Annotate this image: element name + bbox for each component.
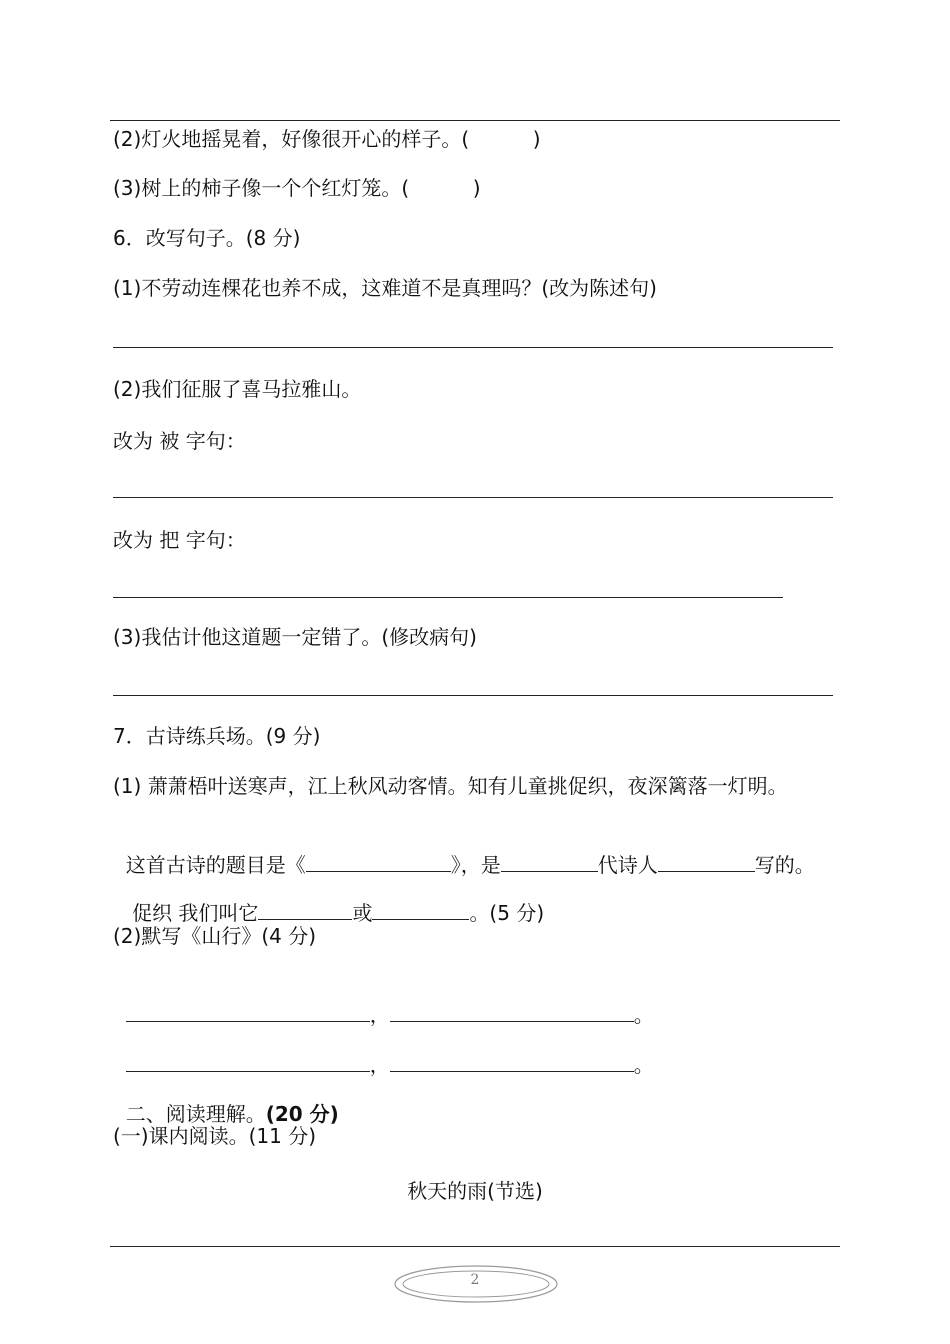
blank-poem-title[interactable] [306,851,451,872]
blank-name-1[interactable] [258,899,352,920]
blank-name-2[interactable] [372,899,469,920]
question-6-2-passive: 改为 被 字句： [113,429,246,453]
blank-poem-line[interactable] [390,1001,634,1022]
question-6-2: (2)我们征服了喜马拉雅山。 [113,377,362,401]
question-7-1-cricket-line: 促织 我们叫它 或 。(5 分) [125,901,545,925]
blank-poet[interactable] [658,851,755,872]
question-5-2: (2)灯火地摇晃着，好像很开心的样子。( ) [113,127,541,151]
passage-title: 秋天的雨(节选) [407,1179,543,1203]
question-6-heading: 6．改写句子。(8 分) [113,226,301,250]
question-6-2-ba: 改为 把 字句： [113,528,246,552]
question-7-2: (2)默写《山行》(4 分) [113,924,317,948]
footer-rule [110,1246,840,1247]
poem-line-1: ， 。 [113,975,654,1028]
question-5-3: (3)树上的柿子像一个个红灯笼。( ) [113,176,481,200]
answer-line [113,347,833,348]
question-7-1-title-line: 这首古诗的题目是《 》，是 代诗人 写的。 [125,853,815,877]
subsection-1-heading: (一)课内阅读。(11 分) [113,1124,317,1148]
poem-line-2: ， 。 [113,1025,654,1078]
question-7-1-poem: (1) 萧萧梧叶送寒声，江上秋风动客情。知有儿童挑促织，夜深篱落一灯明。 [113,774,788,798]
section-2-heading: 二、阅读理解。(20 分) [125,1102,339,1126]
page-number: 2 [470,1272,480,1288]
blank-poem-line[interactable] [126,1051,370,1072]
question-7-heading: 7．古诗练兵场。(9 分) [113,724,321,748]
blank-poem-line[interactable] [390,1051,634,1072]
header-rule [110,120,840,121]
blank-poem-line[interactable] [126,1001,370,1022]
answer-line [113,597,783,598]
blank-dynasty[interactable] [501,851,598,872]
question-6-3: (3)我估计他这道题一定错了。(修改病句) [113,625,477,649]
answer-line [113,695,833,696]
question-6-1: (1)不劳动连棵花也养不成，这难道不是真理吗？(改为陈述句) [113,276,657,300]
answer-line [113,497,833,498]
